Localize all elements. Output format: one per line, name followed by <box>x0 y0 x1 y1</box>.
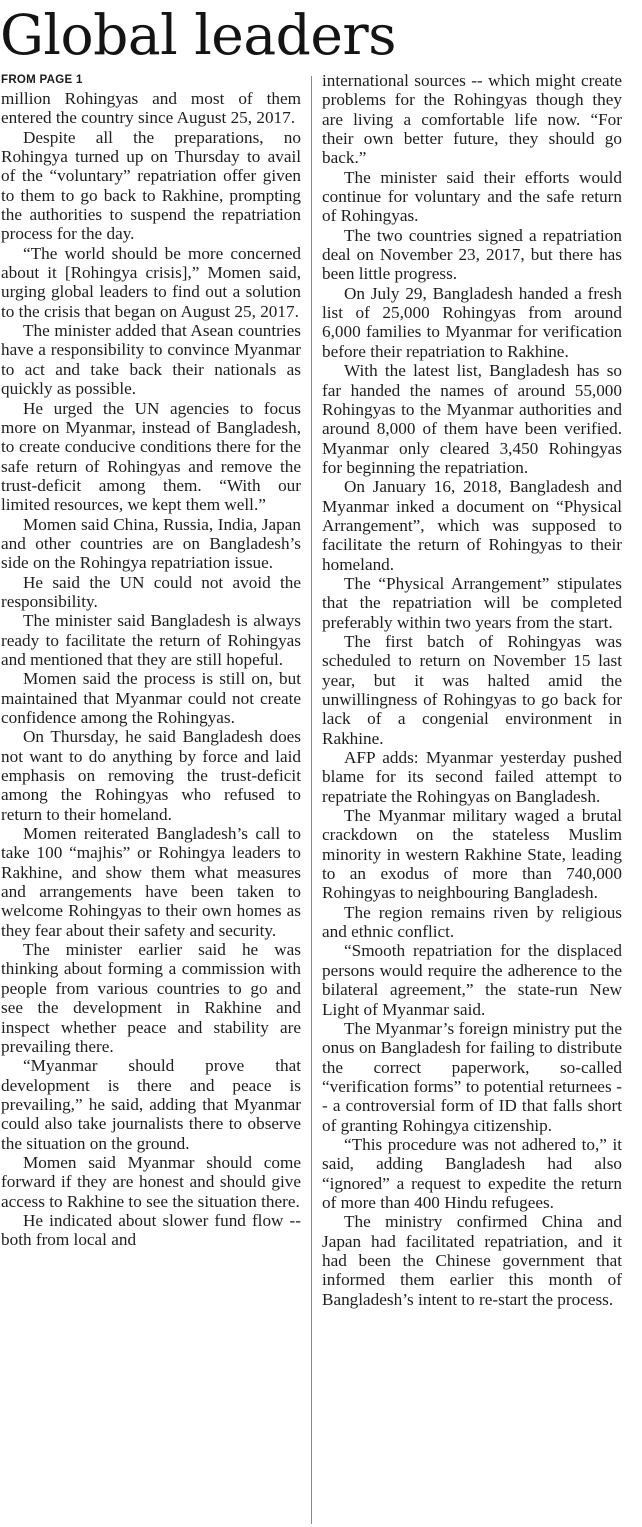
paragraph: The two countries signed a repatriation deal on November 23, 2017, but there has been little progress. <box>322 225 622 284</box>
paragraph: On Thursday, he said Bangladesh does not want to do anything by force and laid emphasis on removing the trust-deficit among the Rohingyas who refused to return to their homeland. <box>1 727 301 824</box>
paragraph: The region remains riven by religious and ethnic conflict. <box>322 902 622 942</box>
paragraph: The ministry confirmed China and Japan had facilitated repatriation, and it had been the Chinese government that informed them earlier this month of Bangladesh’s intent to re-start the process. <box>322 1212 622 1309</box>
paragraph: Momen reiterated Bangladesh’s call to take 100 “majhis” or Rohingya leaders to Rakhine, and show them what measures and arrangements have been taken to welcome Rohingyas to their own homes as they fear about their safety and security. <box>1 824 301 940</box>
paragraph: The Myanmar’s foreign ministry put the onus on Bangladesh for failing to distribute the correct paperwork, so-called “verification forms” to potential returnees -- a controversial form of ID that falls short of granting Rohingya citizenship. <box>322 1018 622 1135</box>
paragraph: The Myanmar military waged a brutal crackdown on the stateless Muslim minority in western Rakhine State, leading to an exodus of more than 740,000 Rohingyas to neighbouring Bangladesh. <box>322 806 622 903</box>
paragraph: Momen said China, Russia, India, Japan and other countries are on Bangladesh’s side on the Rohingya repatriation issue. <box>1 514 301 573</box>
paragraph: Momen said Myanmar should come forward if they are honest and should give access to Rakhine to see the situation there. <box>1 1152 301 1211</box>
headline: Global leaders <box>0 3 396 67</box>
paragraph: “Myanmar should prove that development is there and peace is prevailing,” he said, adding that Myanmar could also take journalists there to observe the situation on the ground. <box>1 1056 301 1153</box>
paragraph: On January 16, 2018, Bangladesh and Myanmar inked a document on “Physical Arrangement”, which was supposed to facilitate the return of Rohingyas to their homeland. <box>322 477 622 574</box>
jump-label: FROM PAGE 1 <box>1 74 83 86</box>
paragraph: million Rohingyas and most of them entered the country since August 25, 2017. <box>1 89 301 128</box>
paragraph: He indicated about slower fund flow -- both from local and <box>1 1210 301 1250</box>
paragraph: He urged the UN agencies to focus more on Myanmar, instead of Bangladesh, to create conducive conditions there for the safe return of Rohingyas and remove the trust-deficit among them. “With our limited resources, we kept them well.” <box>1 398 301 515</box>
paragraph: The minister said their efforts would continue for voluntary and the safe return of Rohingyas. <box>322 167 622 226</box>
paragraph: He said the UN could not avoid the responsibility. <box>1 572 301 611</box>
article-column-right <box>322 71 622 1309</box>
paragraph: On July 29, Bangladesh handed a fresh list of 25,000 Rohingyas from around 6,000 families to Myanmar for verification before their repatriation to Rakhine. <box>322 283 622 361</box>
paragraph: “This procedure was not adhered to,” it said, adding Bangladesh had also “ignored” a request to expedite the return of more than 400 Hindu refugees. <box>322 1134 622 1212</box>
paragraph: Despite all the preparations, no Rohingya turned up on Thursday to avail of the “voluntary” repatriation offer given to them to go back to Rakhine, prompting the authorities to suspend the repatriation process for the day. <box>1 127 301 244</box>
paragraph: The minister said Bangladesh is always ready to facilitate the return of Rohingyas and mentioned that they are still hopeful. <box>1 611 301 669</box>
paragraph: “Smooth repatriation for the displaced persons would require the adherence to the bilateral agreement,” the state-run New Light of Myanmar said. <box>322 941 622 1019</box>
paragraph: international sources -- which might create problems for the Rohingyas though they are living a comfortable life now. “For their own better future, they should go back.” <box>322 71 622 168</box>
column-divider <box>311 76 312 1524</box>
article-column-left <box>1 72 301 1250</box>
paragraph: The first batch of Rohingyas was scheduled to return on November 15 last year, but it was halted amid the unwillingness of Rohingyas to go back for lack of a congenial environment in Rakhine. <box>322 631 622 748</box>
paragraph: The minister earlier said he was thinking about forming a commission with people from various countries to go and see the development in Rakhine and inspect whether peace and stability are prevailing there. <box>1 940 301 1056</box>
paragraph: Momen said the process is still on, but maintained that Myanmar could not create confidence among the Rohingyas. <box>1 669 301 727</box>
paragraph: “The world should be more concerned about it [Rohingya crisis],” Momen said, urging global leaders to find out a solution to the crisis that began on August 25, 2017. <box>1 243 301 321</box>
paragraph: The “Physical Arrangement” stipulates that the repatriation will be completed preferably within two years from the start. <box>322 573 622 632</box>
paragraph: AFP adds: Myanmar yesterday pushed blame for its second failed attempt to repatriate the Rohingyas on Bangladesh. <box>322 748 622 806</box>
paragraph: With the latest list, Bangladesh has so far handed the names of around 55,000 Rohingyas to the Myanmar authorities and around 8,000 of them have been verified. Myanmar only cleared 3,450 Rohingyas for beginning the repatriation. <box>322 361 622 477</box>
paragraph: The minister added that Asean countries have a responsibility to convince Myanmar to act and take back their nationals as quickly as possible. <box>1 321 301 399</box>
